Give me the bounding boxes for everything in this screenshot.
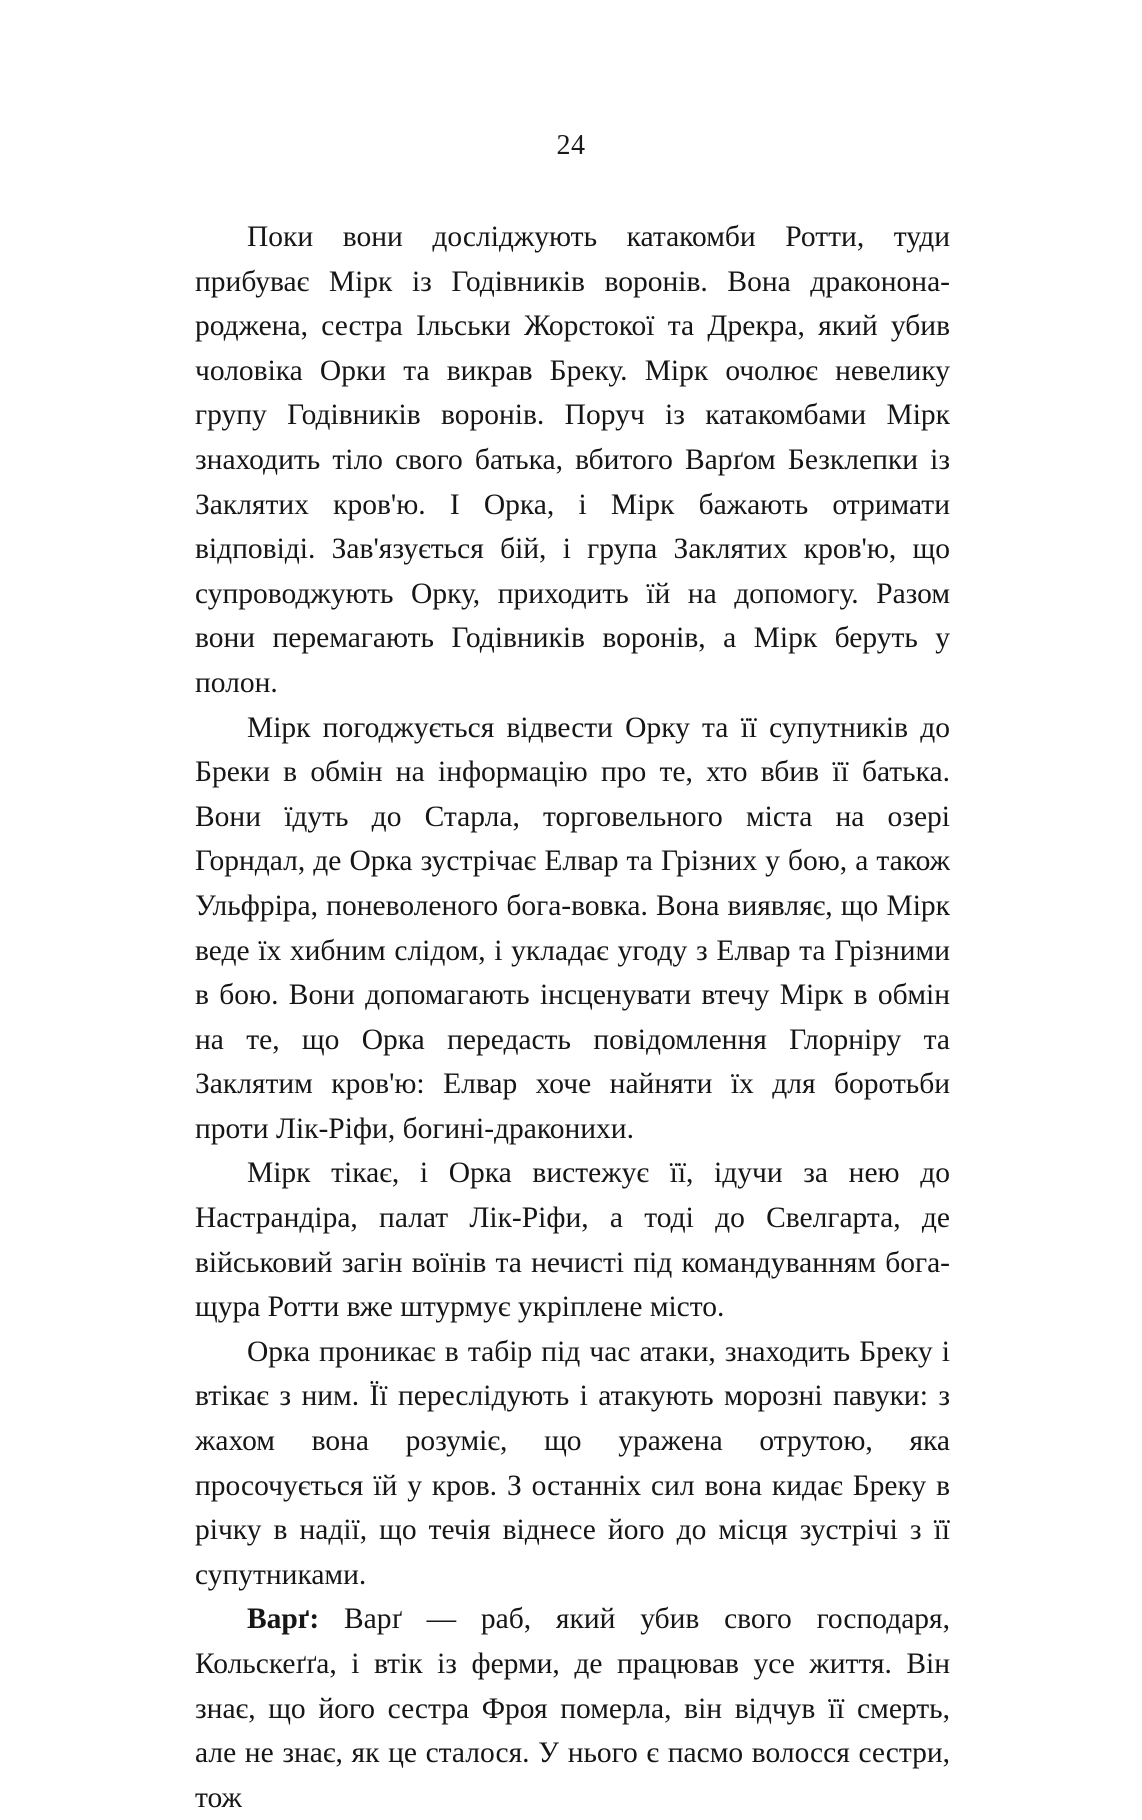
page-body	[195, 215, 950, 1820]
glossary-text: Варґ — раб, який убив свого господаря, Кольскеґґа, і втік із ферми, де працював усе життя. Він знає, що його сестра Фроя померла, він відчув її смерть, але не знає, як це сталося. У нього є пасмо волосся сестри, тож	[195, 1603, 950, 1814]
paragraph: Орка проникає в табір під час атаки, знаходить Бреку і втікає з ним. Її переслідують і атакують морозні павуки: з жахом вона розуміє, що уражена отрутою, яка просочується їй у кров. З останніх сил вона кидає Бреку в річку в надії, що течія віднесе його до місця зустрічі з її супутниками.	[195, 1335, 950, 1591]
paragraph: Мірк погоджується відвести Орку та її супутників до Бреки в обмін на інформацію про те, хто вбив її батька. Вони їдуть до Старла, торговельного міста на озері Горндал, де Орка зустрічає Елвар та Грізних у бою, а також Ульфріра, поневоленого бога-вовка. Вона виявляє, що Мірк веде їх хибним слідом, і укладає угоду з Елвар та Грізними в бою. Вони допомагають інсценувати втечу Мірк в обмін на те, що Орка передасть повідомлення Глорніру та Заклятим кров'ю: Елвар хоче найняти їх для боротьби проти Лік-Ріфи, богині-драконихи.	[195, 711, 950, 1145]
paragraph: Мірк тікає, і Орка вистежує її, ідучи за нею до Настрандіра, палат Лік-Ріфи, а тоді до Свелгарта, де військовий загін воїнів та нечисті під командуванням бога-щура Ротти вже штурмує укріплене місто.	[195, 1157, 950, 1324]
paragraph: Поки вони досліджують катакомби Ротти, туди прибуває Мірк із Годівників воронів. Вона дракононароджена, сестра Ільськи Жорстокої та Дрекра, який убив чоловіка Орки та викрав Бреку. Мірк очолює невелику групу Годівників воронів. Поруч із катакомбами Мірк знаходить тіло свого батька, вбитого Варґом Безклепки із Заклятих кров'ю. І Орка, і Мірк бажають отримати відповіді. Зав'язується бій, і група Заклятих кров'ю, що супроводжують Орку, приходить їй на допомогу. Разом вони перемагають Годівників воронів, а Мірк беруть у полон.	[195, 221, 950, 699]
page-number: 24	[556, 130, 586, 161]
glossary-entry	[195, 1597, 950, 1820]
glossary-term: Варґ:	[247, 1603, 320, 1636]
